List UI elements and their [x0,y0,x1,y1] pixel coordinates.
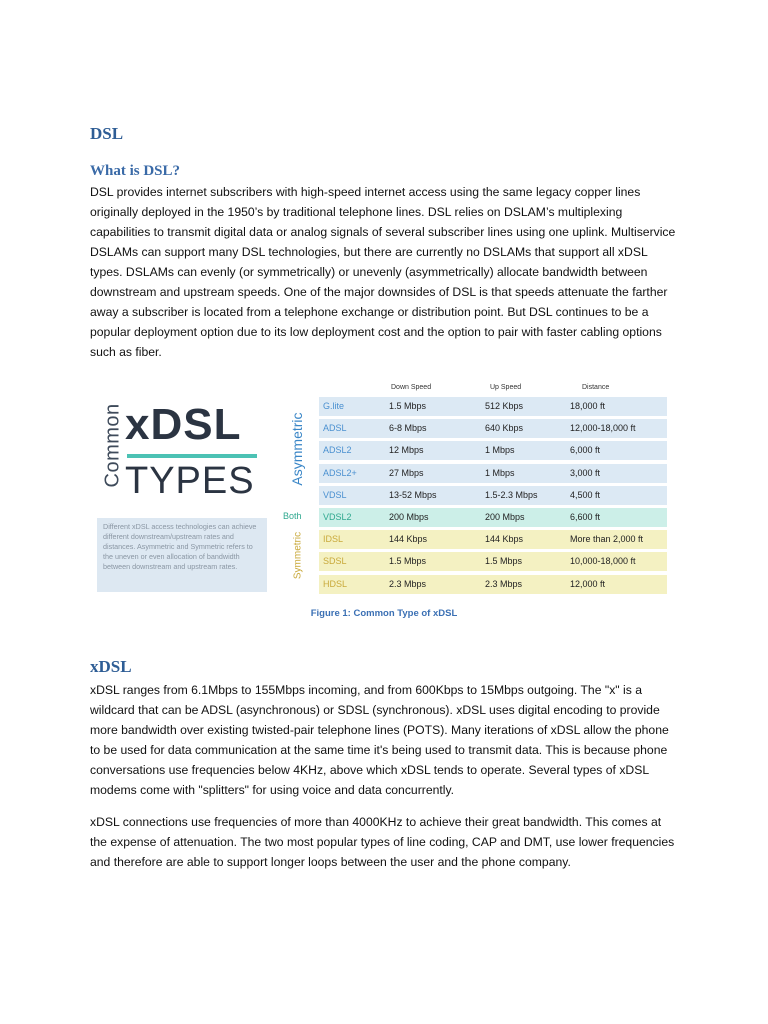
paragraph-xdsl-2: xDSL connections use frequencies of more than 4000KHz to achieve their great bandwidth. This comes at the expense of attenuation. The two most popular types of line coding, CAP and DMT, use lower frequencies and therefore are able to support longer loops between the user and the phone company. [90,815,675,869]
cell-up: 1.5-2.3 Mbps [485,489,538,500]
heading-xdsl: xDSL [90,657,132,676]
table-row [319,486,667,505]
header-distance: Distance [582,384,610,391]
cell-up: 2.3 Mbps [485,578,523,589]
table-row [319,530,667,549]
cell-down: 1.5 Mbps [389,401,427,411]
cell-up: 200 Mbps [485,512,525,522]
cell-down: 12 Mbps [389,445,424,456]
heading-what-is-dsl: What is DSL? [90,163,181,179]
cell-down: 27 Mbps [389,467,424,478]
cell-up: 640 Kbps [485,423,524,434]
cell-name: VDSL2 [323,512,352,522]
cell-name: SDSL [323,556,347,567]
paragraph-xdsl-1: xDSL ranges from 6.1Mbps to 155Mbps incoming, and from 600Kbps to 15Mbps outgoing. The "x" is a wildcard that can be ADSL (asynchronous) or SDSL (synchronous). xDSL uses digital encoding to provide more bandwidth over existing twisted-pair telephone lines (POTS). Many iterations of xDSL allow the phone to be used for data communication at the same time it's being used to transmit data. This is because phone conversations use frequencies below 4KHz, above which xDSL tends to operate. Several types of xDSL modems come with "splitters" for using voice and data concurrently. [90,683,669,797]
cell-down: 2.3 Mbps [389,578,427,589]
cell-down: 13-52 Mbps [389,489,437,500]
logo-types-text: TYPES [125,460,255,502]
group-both: Both [283,511,302,521]
cell-dist: 18,000 ft [570,401,606,411]
group-asymmetric: Asymmetric [289,412,305,486]
cell-name: ADSL2 [323,445,352,456]
cell-dist: 12,000 ft [570,578,606,589]
table-row [319,552,667,571]
cell-up: 144 Kbps [485,534,524,545]
cell-dist: 4,500 ft [570,489,601,500]
cell-down: 200 Mbps [389,512,429,522]
table-row [319,464,667,483]
cell-dist: More than 2,000 ft [570,534,644,545]
cell-name: IDSL [323,534,344,545]
table-row [319,397,667,416]
cell-name: VDSL [323,489,347,500]
header-up-speed: Up Speed [490,384,522,391]
logo-xdsl-text: xDSL [125,400,242,449]
xdsl-table [275,378,672,592]
figure-description: Different xDSL access technologies can achieve different downstream/upstream rates and distances. Asymmetric and Symmetric refers to the uneven or even allocation of bandwidth between downstream and upstream rates. [97,518,267,592]
cell-down: 6-8 Mbps [389,423,427,434]
cell-dist: 6,600 ft [570,512,601,522]
cell-up: 512 Kbps [485,401,524,411]
cell-name: HDSL [323,578,348,589]
cell-name: G.lite [323,401,345,411]
cell-down: 1.5 Mbps [389,556,427,567]
table-row [319,441,667,460]
cell-name: ADSL2+ [323,467,357,478]
cell-dist: 3,000 ft [570,467,601,478]
cell-down: 144 Kbps [389,534,428,545]
cell-name: ADSL [323,423,347,434]
cell-up: 1.5 Mbps [485,556,523,567]
table-row [319,575,667,594]
logo-common-text: Common [101,403,124,488]
heading-dsl: DSL [90,124,124,143]
figure-left-panel [97,398,267,592]
group-symmetric: Symmetric [292,531,304,580]
figure-caption: Figure 1: Common Type of xDSL [310,608,458,619]
table-row [319,419,667,438]
logo-divider [127,454,257,458]
cell-up: 1 Mbps [485,445,515,456]
cell-dist: 12,000-18,000 ft [570,423,636,434]
cell-dist: 6,000 ft [570,445,601,456]
table-row [319,508,667,527]
xdsl-types-figure [97,378,672,592]
cell-dist: 10,000-18,000 ft [570,556,636,567]
header-down-speed: Down Speed [391,384,432,391]
xdsl-logo [97,398,267,508]
cell-up: 1 Mbps [485,467,515,478]
paragraph-dsl-intro: DSL provides internet subscribers with high-speed internet access using the same legacy copper lines originally deployed in the 1950’s by traditional telephone lines. DSL relies on DSLAM’s multiplexing capabilities to transmit digital data or analog signals of several subscriber lines using one uplink. Multiservice DSLAMs can support many DSL technologies, but there are currently no DSLAMs that support all xDSL types. DSLAMs can evenly (or symmetrically) or unevenly (asymmetrically) allocate bandwidth between downstream and upstream speeds. One of the major downsides of DSL is that speeds attenuate the farther away a subscriber is located from a telephone exchange or distribution point. But DSL continues to be a popular deployment option due to its low deployment cost and the option to pair with faster cabling options such as fiber. [90,185,676,359]
